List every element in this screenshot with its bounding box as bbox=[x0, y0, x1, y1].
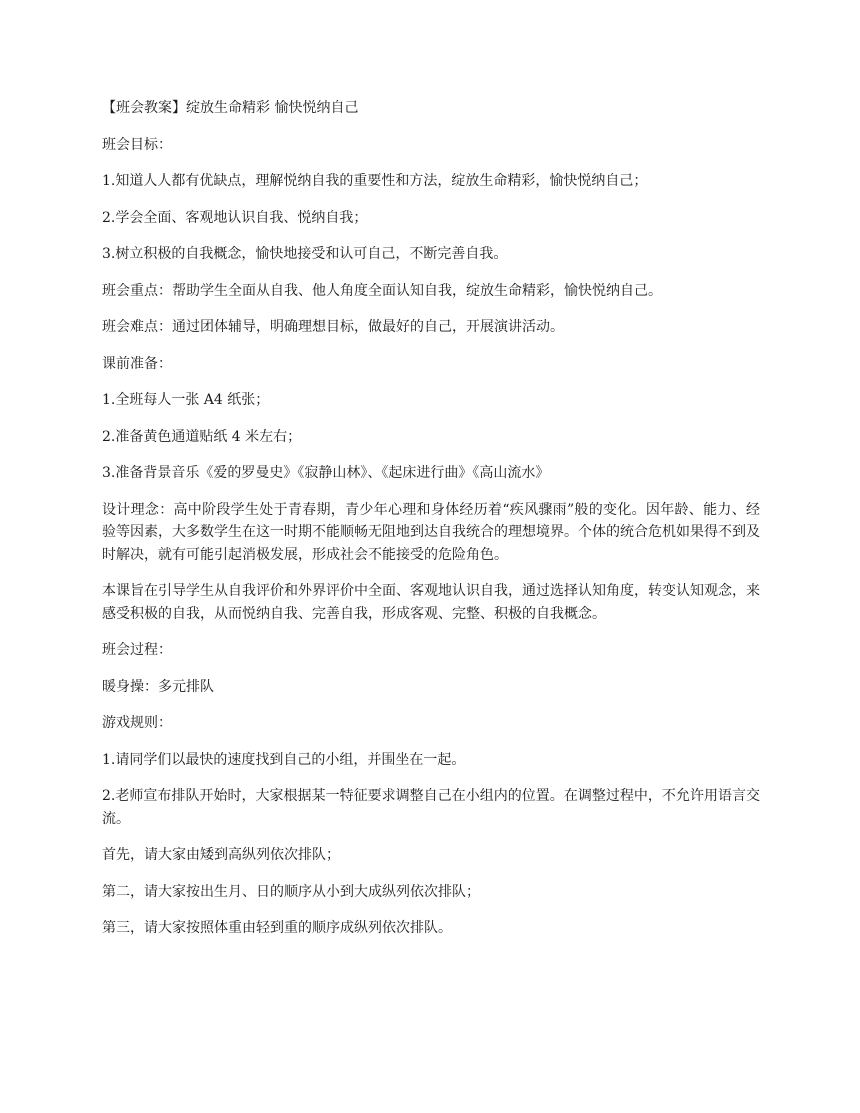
course-purpose-paragraph: 本课旨在引导学生从自我评价和外界评价中全面、客观地认识自我，通过选择认知角度，转变认知观念，来感受积极的自我，从而悦纳自我、完善自我，形成客观、完整、积极的自我概念。 bbox=[102, 583, 760, 622]
section-heading-preparation: 课前准备： bbox=[102, 355, 172, 372]
step-third: 第三，请大家按照体重由轻到重的顺序成纵列依次排队。 bbox=[102, 920, 452, 936]
game-rules-heading: 游戏规则： bbox=[102, 715, 172, 731]
preparation-item-3: 3.准备背景音乐《爱的罗曼史》《寂静山林》、《起床进行曲》《高山流水》 bbox=[102, 465, 550, 481]
preparation-item-2: 2.准备黄色通道贴纸 4 米左右； bbox=[102, 428, 302, 445]
goal-item-1: 1.知道人人都有优缺点，理解悦纳自我的重要性和方法，绽放生命精彩，愉快悦纳自己； bbox=[102, 173, 648, 189]
key-point-paragraph: 班会重点：帮助学生全面从自我、他人角度全面认知自我，绽放生命精彩，愉快悦纳自己。 bbox=[102, 282, 662, 299]
document-title: 【班会教案】绽放生命精彩 愉快悦纳自己 bbox=[102, 100, 359, 116]
design-concept-paragraph: 设计理念：高中阶段学生处于青春期，青少年心理和身体经历着“疾风骤雨”般的变化。因年龄、能力、经验等因素，大多数学生在这一时期不能顺畅无阻地到达自我统合的理想境界。个体的统合危机如果得不到及时解决，就有可能引起消极发展，形成社会不能接受的危险角色。 bbox=[102, 501, 760, 563]
goal-item-2: 2.学会全面、客观地认识自我、悦纳自我； bbox=[102, 209, 368, 226]
difficulty-paragraph: 班会难点：通过团体辅导，明确理想目标，做最好的自己，开展演讲活动。 bbox=[102, 319, 564, 335]
step-second: 第二，请大家按出生月、日的顺序从小到大成纵列依次排队； bbox=[102, 883, 480, 900]
step-first: 首先，请大家由矮到高纵列依次排队； bbox=[102, 847, 340, 863]
section-heading-process: 班会过程： bbox=[102, 642, 172, 658]
rule-item-2: 2.老师宣布排队开始时，大家根据某一特征要求调整自己在小组内的位置。在调整过程中，不允许用语言交流。 bbox=[102, 788, 760, 827]
warmup-heading: 暖身操：多元排队 bbox=[102, 678, 214, 695]
goal-item-3: 3.树立积极的自我概念，愉快地接受和认可自己，不断完善自我。 bbox=[102, 246, 508, 262]
rule-item-1: 1.请同学们以最快的速度找到自己的小组，并围坐在一起。 bbox=[102, 751, 466, 768]
preparation-item-1: 1.全班每人一张 A4 纸张； bbox=[102, 392, 270, 408]
document-body bbox=[102, 97, 760, 954]
section-heading-goals: 班会目标： bbox=[102, 136, 172, 153]
